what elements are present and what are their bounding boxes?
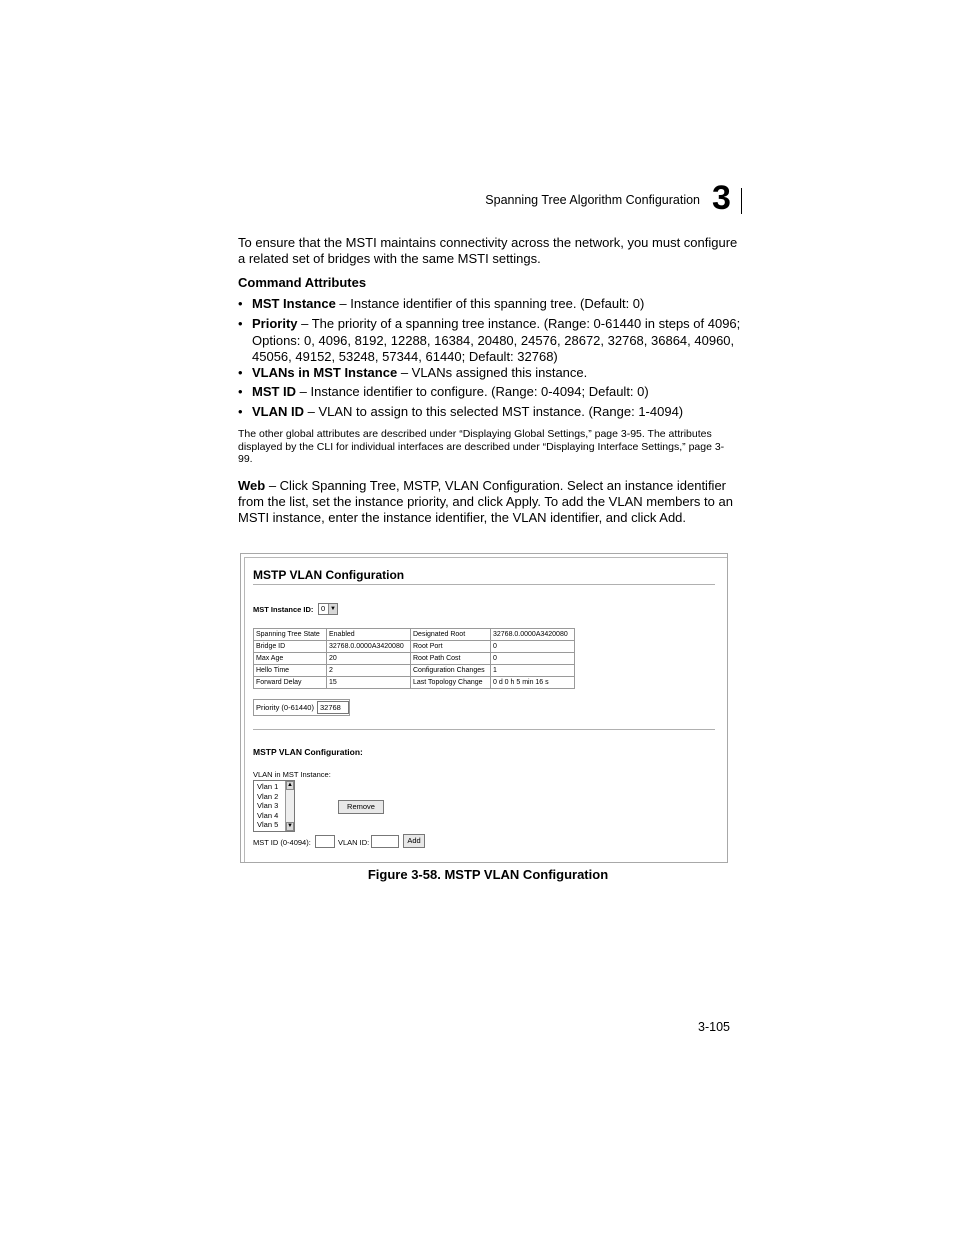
priority-label: Priority (0-61440) (256, 703, 314, 712)
attribute-desc: – Instance identifier of this spanning tree. (Default: 0) (335, 296, 645, 311)
list-item[interactable]: Vlan 3 (257, 801, 279, 810)
table-cell: 0 (491, 641, 575, 653)
vlan-id-label: VLAN ID: (338, 838, 370, 847)
table-cell: Spanning Tree State (254, 629, 327, 641)
chapter-number: 3 (712, 179, 731, 217)
listbox-scrollbar[interactable] (285, 781, 294, 831)
attribute-desc: – VLAN to assign to this selected MST instance. (Range: 1-4094) (304, 404, 684, 419)
priority-input[interactable]: 32768 (317, 701, 349, 714)
title-divider (253, 584, 715, 585)
table-cell: Bridge ID (254, 641, 327, 653)
table-row (254, 677, 575, 689)
page-number: 3-105 (698, 1020, 730, 1034)
attribute-desc: – The priority of a spanning tree instance. (Range: 0-61440 in steps of 4096; Options: 0, 4096, 8192, 12288, 16384, 20480, 24576, 28672, 32768, 36864, 40960, 45056, 49152, 53248, 57344, 61440; Default: 32768) (252, 316, 741, 364)
priority-group (253, 699, 350, 716)
table-cell: Root Port (411, 641, 491, 653)
table-cell: Forward Delay (254, 677, 327, 689)
attribute-desc: – Instance identifier to configure. (Range: 0-4094; Default: 0) (296, 384, 649, 399)
chevron-down-icon: ▼ (328, 604, 337, 614)
table-cell: Designated Root (411, 629, 491, 641)
attribute-term: MST Instance (252, 296, 336, 311)
command-attributes-heading: Command Attributes (238, 275, 367, 290)
table-cell: 32768.0.0000A3420080 (327, 641, 411, 653)
mst-id-input[interactable] (315, 835, 335, 848)
mst-instance-select[interactable] (318, 603, 338, 615)
table-cell: 1 (491, 665, 575, 677)
scroll-down-icon[interactable]: ▼ (287, 823, 293, 829)
table-cell: Hello Time (254, 665, 327, 677)
figure-screenshot (240, 553, 728, 863)
attribute-desc: – VLANs assigned this instance. (397, 365, 588, 380)
web-desc: – Click Spanning Tree, MSTP, VLAN Configuration. Select an instance identifier from the list, set the instance priority, and click Apply. To add the VLAN members to an MSTI instance, enter the instance identifier, the VLAN identifier, and click Add. (238, 478, 733, 525)
web-page-frame (244, 557, 727, 862)
figure-caption: Figure 3-58. MSTP VLAN Configuration (367, 867, 609, 882)
page-title: MSTP VLAN Configuration (253, 568, 405, 582)
list-item[interactable]: Vlan 1 (257, 782, 279, 791)
table-cell: Enabled (327, 629, 411, 641)
vlan-id-input[interactable] (371, 835, 399, 848)
mst-id-label: MST ID (0-4094): (253, 838, 311, 847)
table-cell: 2 (327, 665, 411, 677)
list-item[interactable]: Vlan 5 (257, 820, 279, 829)
vlan-listbox[interactable] (253, 780, 295, 832)
table-cell: Configuration Changes (411, 665, 491, 677)
web-term: Web (238, 478, 266, 493)
table-cell: 15 (327, 677, 411, 689)
add-button[interactable]: Add (403, 834, 425, 848)
remove-button[interactable]: Remove (338, 800, 384, 814)
list-item[interactable]: Vlan 2 (257, 791, 279, 801)
running-header-title: Spanning Tree Algorithm Configuration (485, 193, 700, 207)
table-cell: 0 d 0 h 5 min 16 s (491, 677, 575, 689)
section-divider (253, 729, 715, 730)
scroll-up-icon[interactable]: ▲ (287, 782, 293, 788)
table-cell: 32768.0.0000A3420080 (491, 629, 575, 641)
mst-instance-value: 0 (321, 604, 326, 613)
table-cell: Last Topology Change (411, 677, 491, 689)
note-paragraph: The other global attributes are described under “Displaying Global Settings,” page 3-95. The attributes displayed by the CLI for individual interfaces are described under “Displaying Interface Settings,” page 3-99. (238, 428, 725, 465)
web-paragraph (238, 478, 738, 526)
table-row (254, 641, 575, 653)
attribute-term: VLAN ID (252, 404, 304, 419)
table-row (254, 653, 575, 665)
attribute-term: VLANs in MST Instance (252, 365, 398, 380)
chapter-divider (741, 188, 742, 214)
intro-paragraph: To ensure that the MSTI maintains connectivity across the network, you must configure a related set of bridges with the same MSTI settings. (238, 235, 738, 266)
vlan-list-label: VLAN in MST Instance: (253, 770, 331, 779)
mst-instance-label: MST Instance ID: (253, 605, 314, 614)
table-cell: 20 (327, 653, 411, 665)
table-cell: Max Age (254, 653, 327, 665)
stp-status-table (253, 628, 575, 689)
list-item[interactable]: Vlan 4 (257, 810, 279, 820)
attribute-term: MST ID (252, 384, 297, 399)
table-row (254, 665, 575, 677)
vlan-section-title: MSTP VLAN Configuration: (253, 747, 363, 757)
attribute-term: Priority (252, 316, 298, 331)
table-cell: Root Path Cost (411, 653, 491, 665)
table-row (254, 629, 575, 641)
table-cell: 0 (491, 653, 575, 665)
